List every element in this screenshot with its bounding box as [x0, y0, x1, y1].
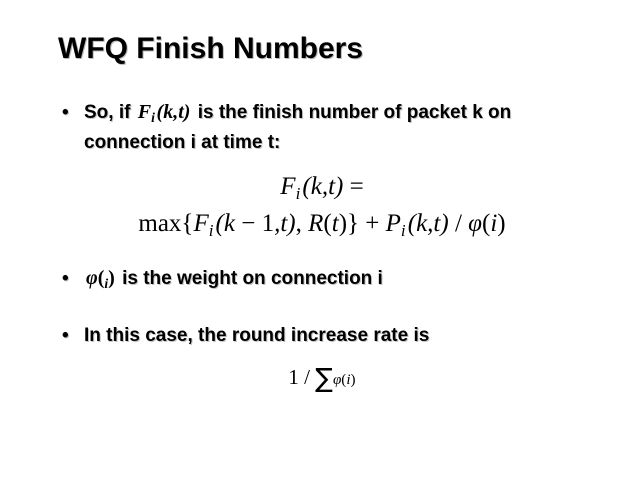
- bullet-text-before: So, if: [84, 102, 131, 123]
- bullet-marker: •: [62, 268, 69, 290]
- bullet-marker: •: [62, 325, 69, 347]
- bullet-item-1: [62, 100, 582, 155]
- page-title: WFQ Finish Numbers: [58, 32, 364, 65]
- equation-line-2: $\max\{F_i$ (k − 1,t), $R(t)\} + P_i$ (k,t) / φ(i): [138, 209, 506, 240]
- slide-body: [62, 100, 582, 394]
- bullet-text-3: In this case, the round increase rate is: [84, 325, 430, 347]
- equation-line-1: $F_i$ (k,t) =: [280, 172, 364, 203]
- inline-formula-finish-number: $F_i$ (k,t): [137, 101, 191, 125]
- bullet-text-after: is the weight on connection i: [122, 268, 383, 290]
- bullet-text-2: [84, 266, 582, 296]
- bullet-item-2: [62, 266, 582, 296]
- inline-formula-phi: $\varphi(_i)$: [86, 267, 115, 292]
- bullet-text-after: is the finish number of packet k on connection i at time t:: [84, 102, 512, 153]
- bullet-item-3: [62, 323, 582, 348]
- equation-line-3: 1 / ∑φ(i): [288, 364, 356, 395]
- bullet-text-1: [84, 100, 582, 155]
- bullet-marker: •: [62, 102, 69, 123]
